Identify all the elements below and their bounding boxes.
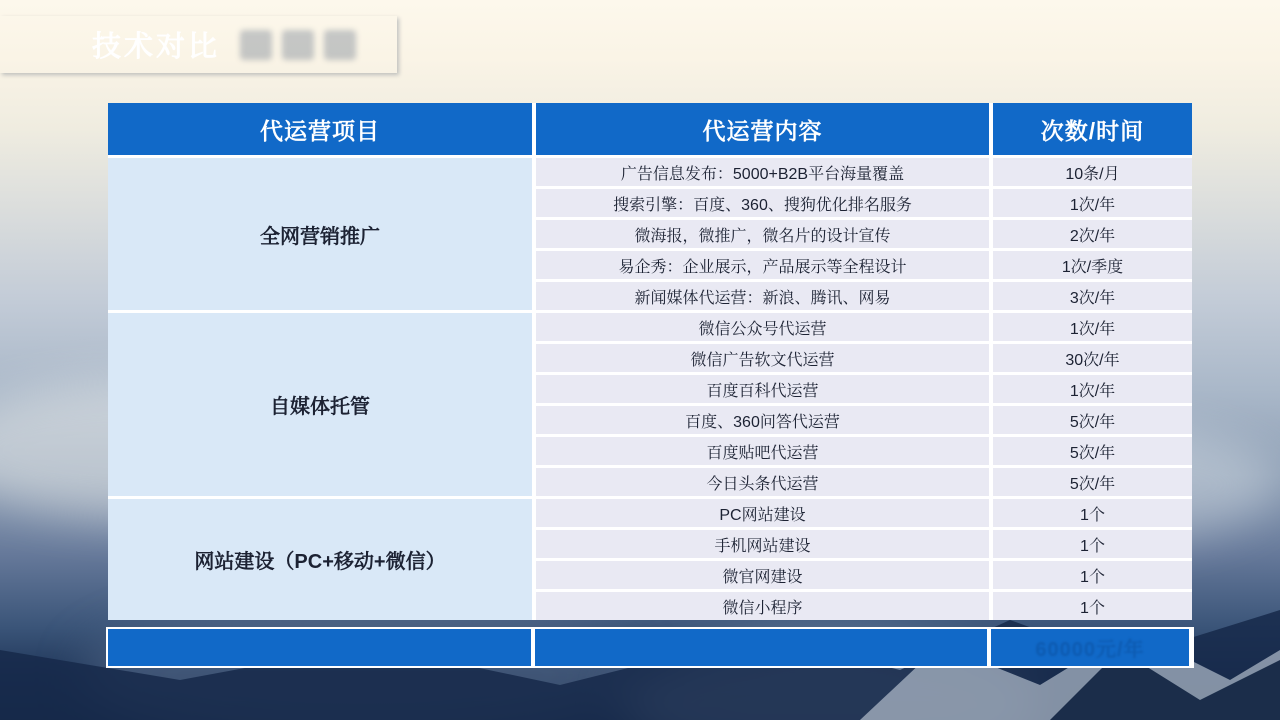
footer-cell-project (108, 629, 531, 666)
frequency-cell: 5次/年 (993, 406, 1192, 434)
frequency-cell: 2次/年 (993, 220, 1192, 248)
content-cell: 微信广告软文代运营 (536, 344, 989, 372)
content-cell: 广告信息发布：5000+B2B平台海量覆盖 (536, 158, 989, 186)
ghost-price-text: 60000元/年 (1035, 639, 1145, 661)
frequency-cell: 1个 (993, 561, 1192, 589)
content-cell: 新闻媒体代运营：新浪、腾讯、网易 (536, 282, 989, 310)
column-header: 代运营项目 (108, 103, 532, 155)
content-cell: 百度、360问答代运营 (536, 406, 989, 434)
frequency-cell: 10条/月 (993, 158, 1192, 186)
content-cell: 易企秀：企业展示，产品展示等全程设计 (536, 251, 989, 279)
frequency-cell: 5次/年 (993, 468, 1192, 496)
content-cell: 手机网站建设 (536, 530, 989, 558)
frequency-cell: 30次/年 (993, 344, 1192, 372)
project-group-cell: 全网营销推广 (108, 158, 532, 310)
title-bar (0, 16, 397, 73)
footer-cell-price (991, 629, 1189, 666)
frequency-cell: 5次/年 (993, 437, 1192, 465)
content-cell: 微信公众号代运营 (536, 313, 989, 341)
ghost-text-smudge (240, 30, 356, 60)
content-cell: PC网站建设 (536, 499, 989, 527)
frequency-cell: 1个 (993, 499, 1192, 527)
frequency-cell: 3次/年 (993, 282, 1192, 310)
frequency-cell: 1次/年 (993, 375, 1192, 403)
content-cell: 微海报，微推广，微名片的设计宣传 (536, 220, 989, 248)
content-cell: 微信小程序 (536, 592, 989, 620)
content-cell: 搜索引擎：百度、360、搜狗优化排名服务 (536, 189, 989, 217)
content-cell: 微官网建设 (536, 561, 989, 589)
frequency-cell: 1次/年 (993, 189, 1192, 217)
content-cell: 百度百科代运营 (536, 375, 989, 403)
comparison-table (108, 103, 1192, 620)
column-header: 次数/时间 (993, 103, 1192, 155)
table-footer-row (106, 627, 1194, 668)
frequency-cell: 1次/年 (993, 313, 1192, 341)
project-group-cell: 自媒体托管 (108, 313, 532, 496)
frequency-cell: 1个 (993, 592, 1192, 620)
footer-cell-content (535, 629, 987, 666)
project-group-cell: 网站建设（PC+移动+微信） (108, 499, 532, 620)
content-cell: 百度贴吧代运营 (536, 437, 989, 465)
frequency-cell: 1个 (993, 530, 1192, 558)
column-header: 代运营内容 (536, 103, 989, 155)
frequency-cell: 1次/季度 (993, 251, 1192, 279)
content-cell: 今日头条代运营 (536, 468, 989, 496)
page-title: 技术对比 (92, 31, 221, 63)
